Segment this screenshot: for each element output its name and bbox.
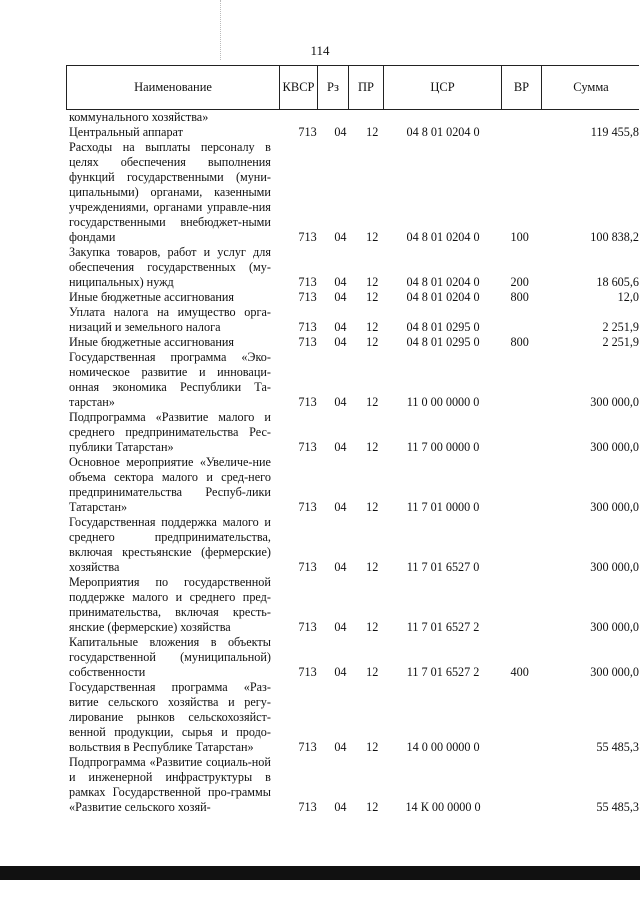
row-name: Иные бюджетные ассигнования: [69, 290, 235, 304]
row-name: Государственная поддержка малого и среднего предпринимательства, включая крестьянские (фермерские) хозяйства: [69, 515, 271, 574]
row-sum: 55 485,3: [596, 800, 639, 814]
row-sum: 2 251,9: [602, 335, 639, 349]
header-sum: Сумма: [573, 80, 609, 94]
row-name: Подпрограмма «Развитие социаль-ной и инженерной инфраструктуры в рамках Государственной про-граммы «Развитие сельского хозяй-: [69, 755, 271, 814]
row-kvsr: 713: [298, 800, 317, 814]
row-csr: 04 8 01 0204 0: [406, 275, 480, 289]
row-rz: 04: [334, 665, 347, 679]
header-pr: ПР: [349, 66, 384, 109]
row-rz: 04: [334, 320, 347, 334]
row-pr: 12: [366, 620, 379, 634]
row-rz: 04: [334, 335, 347, 349]
table-row: [66, 290, 639, 305]
row-pr: 12: [366, 125, 379, 139]
row-kvsr: 713: [298, 320, 317, 334]
table-row: [66, 305, 639, 335]
row-vr: 200: [510, 275, 529, 289]
row-pr: 12: [366, 740, 379, 754]
table-row: [66, 410, 639, 455]
row-rz: 04: [334, 740, 347, 754]
row-kvsr: 713: [298, 740, 317, 754]
row-rz: 04: [334, 620, 347, 634]
table-body: [66, 110, 639, 815]
row-kvsr: 713: [298, 500, 317, 514]
row-sum: 100 838,2: [590, 230, 639, 244]
table-row: [66, 455, 639, 515]
row-vr: 400: [510, 665, 529, 679]
row-name: Основное мероприятие «Увеличе-ние объема сектора малого и сред-него предпринимательства Респуб-лики Татарстан»: [69, 455, 271, 514]
row-name: Закупка товаров, работ и услуг для обеспечения государственных (му-ниципальных) нужд: [69, 245, 271, 289]
row-vr: 800: [510, 335, 529, 349]
header-rz: Рз: [318, 66, 349, 109]
header-vr: ВР: [502, 66, 542, 109]
row-pr: 12: [366, 440, 379, 454]
row-rz: 04: [334, 230, 347, 244]
table-row: [66, 635, 639, 680]
scan-border: [0, 866, 640, 880]
row-kvsr: 713: [298, 665, 317, 679]
row-rz: 04: [334, 275, 347, 289]
row-rz: 04: [334, 395, 347, 409]
row-csr: 14 0 00 0000 0: [406, 740, 480, 754]
row-kvsr: 713: [298, 275, 317, 289]
row-csr: 04 8 01 0204 0: [406, 230, 480, 244]
row-name: коммунального хозяйства»: [69, 110, 209, 124]
row-kvsr: 713: [298, 395, 317, 409]
row-rz: 04: [334, 800, 347, 814]
row-kvsr: 713: [298, 125, 317, 139]
row-pr: 12: [366, 500, 379, 514]
row-name: Государственная программа «Раз-витие сельского хозяйства и регу-лирование рынков сельскохозяйст-венной продукции, сырья и продо-вольствия в Республике Татарстан»: [69, 680, 271, 754]
row-pr: 12: [366, 275, 379, 289]
budget-table: [66, 65, 639, 815]
row-sum: 12,0: [617, 290, 639, 304]
row-sum: 2 251,9: [602, 320, 639, 334]
table-row: [66, 125, 639, 140]
row-sum: 300 000,0: [590, 500, 639, 514]
header-name: Наименование: [67, 66, 280, 109]
row-kvsr: 713: [298, 230, 317, 244]
table-row: [66, 680, 639, 755]
row-sum: 300 000,0: [590, 665, 639, 679]
row-csr: 04 8 01 0295 0: [406, 335, 480, 349]
row-sum: 300 000,0: [590, 395, 639, 409]
row-name: Мероприятия по государственной поддержке малого и среднего пред-принимательства, включая кресть-янские (фермерские) хозяйства: [69, 575, 271, 634]
table-row: [66, 515, 639, 575]
table-row: [66, 575, 639, 635]
table-row: [66, 140, 639, 245]
header-csr: ЦСР: [384, 66, 502, 109]
row-csr: 11 7 01 6527 0: [406, 560, 480, 574]
row-name: Иные бюджетные ассигнования: [69, 335, 235, 349]
row-sum: 300 000,0: [590, 560, 639, 574]
row-csr: 04 8 01 0204 0: [406, 290, 480, 304]
table-header: [66, 65, 639, 110]
row-pr: 12: [366, 395, 379, 409]
row-sum: 18 605,6: [596, 275, 639, 289]
row-pr: 12: [366, 230, 379, 244]
row-rz: 04: [334, 440, 347, 454]
row-csr: 11 0 00 0000 0: [406, 395, 480, 409]
row-sum: 300 000,0: [590, 620, 639, 634]
row-name: Капитальные вложения в объекты государственной (муниципальной) собственности: [69, 635, 271, 679]
row-pr: 12: [366, 290, 379, 304]
row-name: Подпрограмма «Развитие малого и среднего предпринимательства Рес-публики Татарстан»: [69, 410, 271, 454]
table-row: [66, 110, 639, 125]
table-row: [66, 350, 639, 410]
row-kvsr: 713: [298, 620, 317, 634]
row-name: Уплата налога на имущество орга-низаций и земельного налога: [69, 305, 271, 334]
row-pr: 12: [366, 335, 379, 349]
row-rz: 04: [334, 290, 347, 304]
row-csr: 11 7 01 6527 2: [406, 620, 480, 634]
row-vr: 800: [510, 290, 529, 304]
row-pr: 12: [366, 665, 379, 679]
row-csr: 04 8 01 0204 0: [406, 125, 480, 139]
row-csr: 14 К 00 0000 0: [405, 800, 481, 814]
row-kvsr: 713: [298, 335, 317, 349]
row-sum: 300 000,0: [590, 440, 639, 454]
row-sum: 119 455,8: [590, 125, 639, 139]
row-rz: 04: [334, 560, 347, 574]
row-pr: 12: [366, 320, 379, 334]
page-number: 114: [310, 43, 330, 58]
row-csr: 11 7 01 0000 0: [406, 500, 480, 514]
header-kvsr: КВСР: [280, 66, 318, 109]
row-name: Центральный аппарат: [69, 125, 183, 139]
row-rz: 04: [334, 125, 347, 139]
row-kvsr: 713: [298, 560, 317, 574]
row-vr: 100: [510, 230, 529, 244]
row-sum: 55 485,3: [596, 740, 639, 754]
table-row: [66, 755, 639, 815]
table-row: [66, 335, 639, 350]
row-kvsr: 713: [298, 440, 317, 454]
row-rz: 04: [334, 500, 347, 514]
row-csr: 11 7 00 0000 0: [406, 440, 480, 454]
row-pr: 12: [366, 560, 379, 574]
row-csr: 04 8 01 0295 0: [406, 320, 480, 334]
row-name: Государственная программа «Эко-номическое развитие и инноваци-онная экономика Республики Та-тарстан»: [69, 350, 271, 409]
row-csr: 11 7 01 6527 2: [406, 665, 480, 679]
row-kvsr: 713: [298, 290, 317, 304]
row-name: Расходы на выплаты персоналу в целях обеспечения выполнения функций государственными (муни-ципальными) органами, казенными учреждениями, органами управле-ния государственными внебюджет-ными фондами: [69, 140, 271, 244]
row-pr: 12: [366, 800, 379, 814]
table-row: [66, 245, 639, 290]
